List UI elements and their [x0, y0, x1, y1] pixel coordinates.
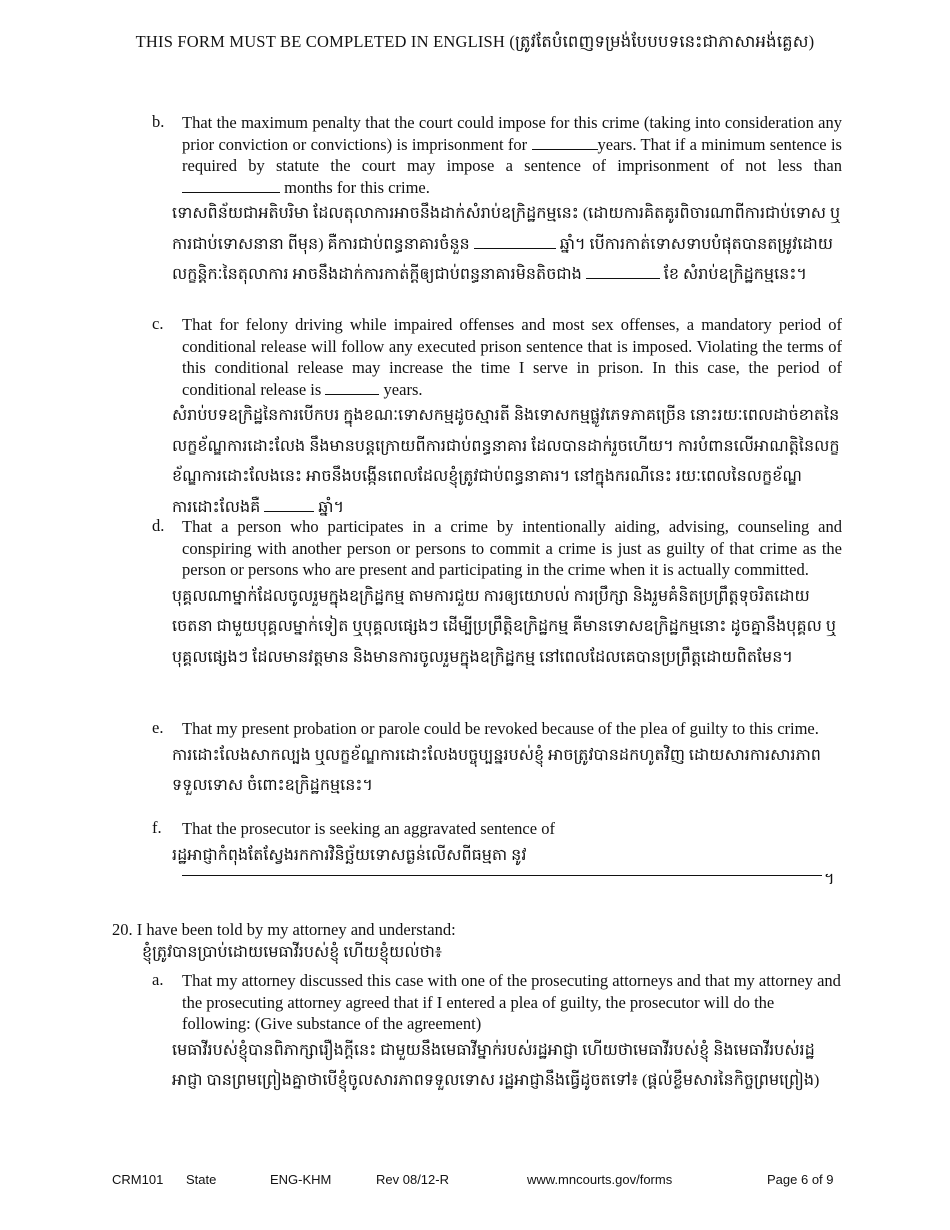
item-e-label: e. [152, 718, 164, 737]
footer-jurisdiction: State [186, 1172, 217, 1187]
item-e-english: That my present probation or parole could be revoked because of the plea of guilty to this crime. [182, 719, 819, 738]
page-header: THIS FORM MUST BE COMPLETED IN ENGLISH (ត្រូវតែបំពេញទម្រង់បែបបទនេះជាភាសាអង់គ្លេស) [135, 32, 815, 51]
item-c [152, 314, 842, 523]
item-e [152, 718, 842, 802]
footer-language: ENG-KHM [270, 1172, 332, 1187]
section-20 [112, 919, 456, 965]
item-f-end-mark: ។ [824, 871, 835, 888]
years-blank[interactable] [532, 135, 598, 150]
item-20a-label: a. [152, 970, 164, 989]
months-blank-khmer[interactable] [586, 264, 660, 279]
item-f-khmer: រដ្ឋអាជ្ញាកំពុងតែស្វែងរកការវិនិច្ឆ័យទោសធ្ងន់លើសពីធម្មតា នូវ [172, 846, 527, 864]
item-c-khmer: សំរាប់បទឧក្រិដ្ឋនៃការបើកបរ ក្នុងខណៈទោសកម្មដូចស្មារតី និងទោសកម្មផ្លូវភេទភាគច្រើន នោះរយៈពេលដាច់ខាតនៃលក្ខខ័ណ្ឌការដោះលែង នឹងមានបន្តក្រោយពីការជាប់ពន្ធនាគារ ដែលបានដាក់រួចហើយ។ ការបំពានលើអាណត្តិនៃលក្ខខ័ណ្ឌការដោះលែងនេះ អាចនឹងបង្កើនពេលដែលខ្ញុំត្រូវជាប់ពន្ធនាគារ។ នៅក្នុងករណីនេះ រយៈពេលនៃលក្ខខ័ណ្ឌការដោះលែងគឺ ឆ្នាំ។ [172, 407, 840, 516]
item-b-khmer: ទោសពិន័យជាអតិបរិមា ដែលតុលាការអាចនឹងដាក់សំរាប់ឧក្រិដ្ឋកម្មនេះ (ដោយការគិតគូរពិចារណាពីការជាប់ទោស ឬការជាប់ទោសនានា ពីមុន) គឺការជាប់ពន្ធនាគារចំនួន ឆ្នាំ។ បើការកាត់ទោសទាបបំផុតបានតម្រូវដោយលក្ខន្តិកៈនៃតុលាការ អាចនឹងដាក់ការកាត់ក្ដីឲ្យជាប់ពន្ធនាគារមិនតិចជាង ខែ សំរាប់ឧក្រិដ្ឋកម្មនេះ។ [172, 205, 841, 283]
item-d [152, 516, 842, 673]
item-b-label: b. [152, 112, 165, 131]
footer-page-number: Page 6 of 9 [767, 1172, 834, 1187]
item-20a-khmer: មេធាវីរបស់ខ្ញុំបានពិភាក្សារឿងក្ដីនេះ ជាមួយនឹងមេធាវីម្នាក់របស់រដ្ឋអាជ្ញា ហើយថាមេធាវីរបស់ខ្ញុំ និងមេធាវីរបស់រដ្ឋអាជ្ញា បានព្រមព្រៀងគ្នាថាបើខ្ញុំចូលសារភាពទទួលទោស រដ្ឋអាជ្ញានឹងធ្វើដូចតទៅ៖ (ផ្ដល់ខ្លឹមសារនៃកិច្ចព្រមព្រៀង) [172, 1041, 820, 1089]
item-20a [152, 970, 842, 1097]
conditional-release-blank[interactable] [325, 380, 379, 395]
item-b-english: That the maximum penalty that the court could impose for this crime (taking into consideration any prior conviction or convictions) is imprisonment for years. That if a minimum sentence is required by statute the court may impose a sentence of imprisonment of not less than months for this crime. [182, 113, 842, 197]
aggravated-sentence-blank[interactable] [182, 875, 822, 876]
item-f-english: That the prosecutor is seeking an aggravated sentence of [182, 819, 555, 838]
item-f-label: f. [152, 818, 162, 837]
item-d-khmer: បុគ្គលណាម្នាក់ដែលចូលរួមក្នុងឧក្រិដ្ឋកម្ម តាមការជួយ ការឲ្យយោបល់ ការប្រឹក្សា និងរួមគំនិតប្រព្រឹត្តទុចរិតដោយចេតនា ជាមួយបុគ្គលម្នាក់ទៀត ឬបុគ្គលផ្សេងៗ ដើម្បីប្រព្រឹត្តិឧក្រិដ្ឋកម្ម គឺមានទោសឧក្រិដ្ឋកម្មនោះ ដូចគ្នានឹងបុគ្គល ឬបុគ្គលផ្សេងៗ ដែលមានវត្តមាន និងមានការចូលរួមក្នុងឧក្រិដ្ឋកម្ម នៅពេលដែលគេបានប្រព្រឹត្តដោយពិតមែន។ [172, 587, 836, 666]
item-d-english: That a person who participates in a crime by intentionally aiding, advising, counseling and conspiring with another person or persons to commit a crime is just as guilty of that crime as the person or persons who are present and participating in the crime when it is actually committed. [182, 517, 842, 579]
footer-url[interactable]: www.mncourts.gov/forms [527, 1172, 673, 1187]
item-c-english: That for felony driving while impaired offenses and most sex offenses, a mandatory period of conditional release will follow any executed prison sentence that is imposed. Violating the terms of this conditional release may increase the time I serve in prison. In this case, the period of conditional release is years. [182, 315, 842, 399]
conditional-release-blank-khmer[interactable] [264, 497, 314, 512]
item-e-khmer: ការដោះលែងសាកល្បង ឬលក្ខខ័ណ្ឌការដោះលែងបច្ចុប្បន្នរបស់ខ្ញុំ អាចត្រូវបានដកហូតវិញ ដោយសារការសារភាពទទួលទោស ចំពោះឧក្រិដ្ឋកម្មនេះ។ [172, 746, 821, 794]
item-20a-english: That my attorney discussed this case with one of the prosecuting attorneys and that my attorney and the prosecuting attorney agreed that if I entered a plea of guilty, the prosecutor will do the following: (Give substance of the agreement) [182, 971, 841, 1033]
footer-revision: Rev 08/12-R [376, 1172, 449, 1187]
item-d-label: d. [152, 516, 165, 535]
item-b [152, 112, 842, 291]
section-20-khmer: ខ្ញុំត្រូវបានប្រាប់ដោយមេធាវីរបស់ខ្ញុំ ហើយខ្ញុំយល់ថា៖ [142, 943, 442, 961]
section-20-english: 20. I have been told by my attorney and understand: [112, 920, 456, 939]
months-blank[interactable] [182, 178, 280, 193]
item-f [152, 818, 842, 871]
years-blank-khmer[interactable] [474, 234, 556, 249]
item-c-label: c. [152, 314, 164, 333]
footer-form-id: CRM101 [112, 1172, 164, 1187]
